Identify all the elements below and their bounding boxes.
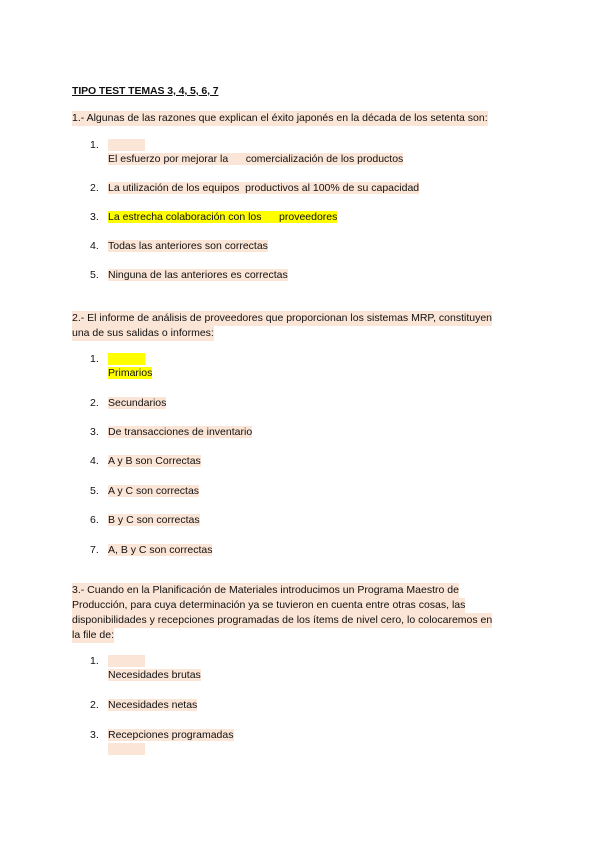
- question-3-text-line-1: 3.- Cuando en la Planificación de Materiales introducimos un Programa Maestro de: [72, 584, 459, 596]
- question-1-text: 1.- Algunas de las razones que explican el éxito japonés en la década de los setenta son:: [72, 112, 488, 124]
- option-text: De transacciones de inventario: [108, 426, 253, 438]
- q2-option-1-marker: [108, 353, 145, 365]
- document-title: TIPO TEST TEMAS 3, 4, 5, 6, 7: [72, 85, 219, 97]
- option-number: 3.: [90, 426, 99, 438]
- option-number: 6.: [90, 514, 99, 526]
- option-text: La utilización de los equipos productivos al 100% de su capacidad: [108, 182, 420, 194]
- q3-option-3: [90, 729, 234, 742]
- q3-option-3-trailing-marker: [108, 743, 145, 755]
- q3-option-2: [90, 699, 197, 712]
- q1-option-1: [90, 139, 108, 152]
- option-text-highlighted: Primarios: [108, 367, 153, 379]
- option-text: Recepciones programadas: [108, 729, 234, 741]
- q1-option-3: [90, 211, 337, 224]
- option-number: 3.: [90, 729, 99, 741]
- option-text: Todas las anteriores son correctas: [108, 240, 268, 252]
- option-text: A y B son Correctas: [108, 455, 201, 467]
- question-3-text-line-3: disponibilidades y recepciones programadas de los ítems de nivel cero, lo colocaremos en: [72, 614, 493, 626]
- option-number: 5.: [90, 269, 99, 281]
- option-text: A, B y C son correctas: [108, 544, 213, 556]
- q1-option-5: [90, 269, 288, 282]
- option-text: Necesidades netas: [108, 699, 198, 711]
- q2-option-6: [90, 514, 200, 527]
- q1-option-2: [90, 182, 419, 195]
- question-2-text-line-2: una de sus salidas o informes:: [72, 327, 214, 339]
- option-number: 7.: [90, 544, 99, 556]
- q2-option-5: [90, 485, 199, 498]
- option-number: 4.: [90, 455, 99, 467]
- option-text: Secundarios: [108, 397, 167, 409]
- q1-option-4: [90, 240, 268, 253]
- question-3-text-line-2: Producción, para cuya determinación ya se tuvieron en cuenta entre otras cosas, las: [72, 599, 466, 611]
- q1-option-1-label: [108, 153, 403, 166]
- q2-option-1: [90, 353, 108, 366]
- q2-option-1-label: [108, 367, 152, 380]
- option-text: B y C son correctas: [108, 514, 200, 526]
- option-number: 1.: [90, 353, 99, 365]
- option-number: 3.: [90, 211, 99, 223]
- q2-option-3: [90, 426, 252, 439]
- option-text: A y C son correctas: [108, 485, 200, 497]
- q2-option-4: [90, 455, 201, 468]
- q3-option-1: [90, 655, 108, 668]
- option-text: El esfuerzo por mejorar la comercialización de los productos: [108, 153, 404, 165]
- option-text: Necesidades brutas: [108, 669, 201, 681]
- option-number: 4.: [90, 240, 99, 252]
- q3-option-1-marker: [108, 655, 145, 667]
- option-number: 2.: [90, 699, 99, 711]
- option-number: 2.: [90, 397, 99, 409]
- question-2-text-line-1: 2.- El informe de análisis de proveedores que proporcionan los sistemas MRP, constituyen: [72, 312, 493, 324]
- q2-option-2: [90, 397, 166, 410]
- option-text-highlighted: La estrecha colaboración con los proveedores: [108, 211, 338, 223]
- question-3-text-line-4: la file de:: [72, 629, 115, 641]
- option-number: 1.: [90, 655, 99, 667]
- option-number: 5.: [90, 485, 99, 497]
- option-text: Ninguna de las anteriores es correctas: [108, 269, 288, 281]
- q2-option-7: [90, 544, 212, 557]
- option-number: 2.: [90, 182, 99, 194]
- q1-option-1-marker: [108, 139, 145, 151]
- q3-option-1-label: [108, 669, 201, 682]
- option-number: 1.: [90, 139, 99, 151]
